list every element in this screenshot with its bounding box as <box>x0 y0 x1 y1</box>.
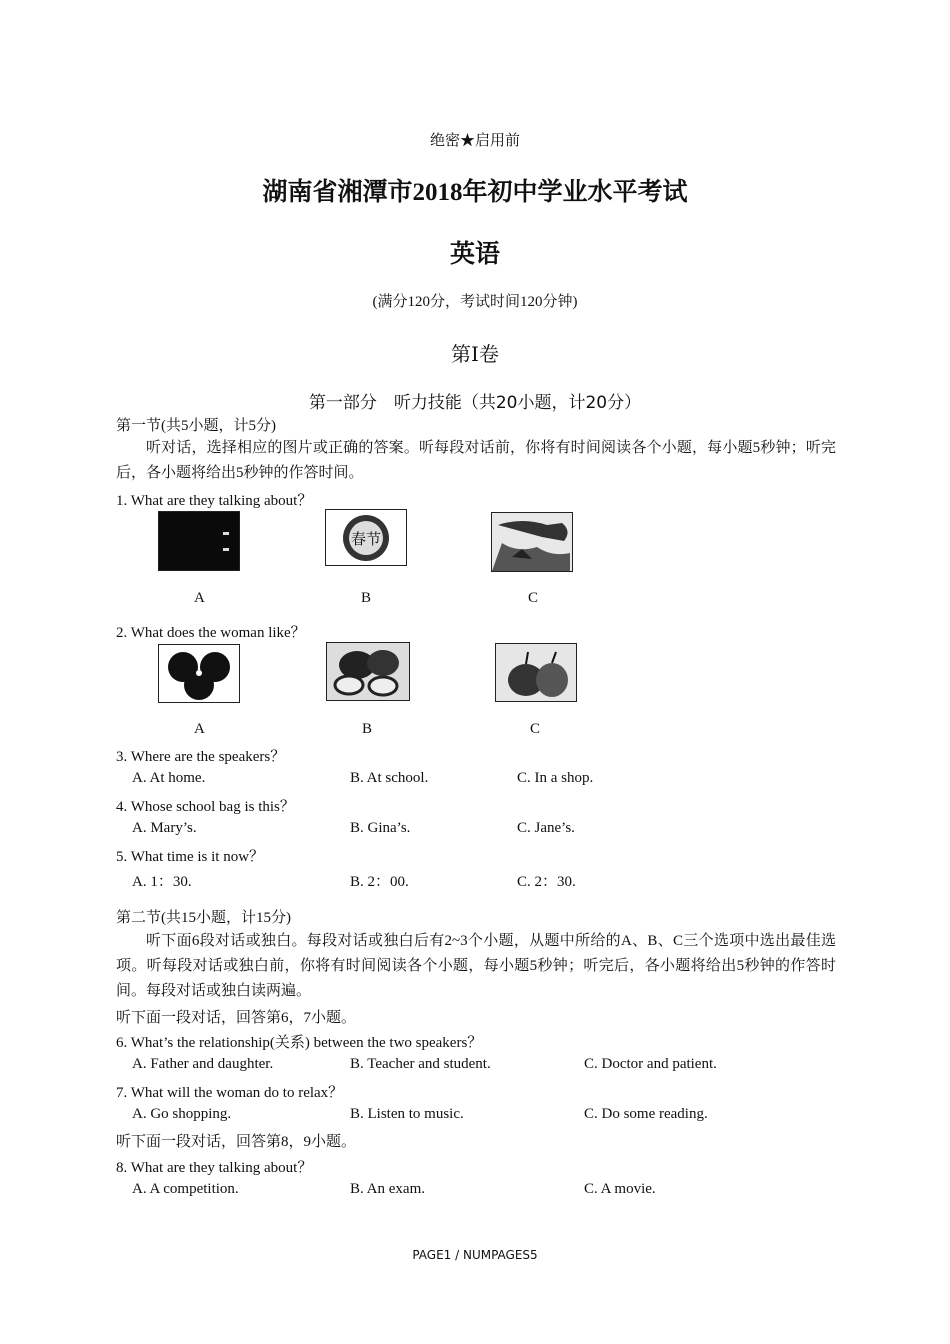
page-number: PAGE1 / NUMPAGES5 <box>412 1248 538 1262</box>
question-4: 4. Whose school bag is this？ <box>116 799 295 815</box>
dialog-1-instruction: 听下面一段对话，回答第6，7小题。 <box>116 1010 357 1026</box>
svg-text:春节: 春节 <box>350 530 382 548</box>
q2-image-a <box>158 644 240 703</box>
section2-instructions: 听下面6段对话或独白。每段对话或独白后有2~3个小题，从题中所给的A、B、C三个选项中选出最佳选项。听每段对话或独白前，你将有时间阅读各个小题，每小题5秒钟；听完后，各小题将给出5秒钟的作答时间。每段对话或独白读两遍。 <box>116 933 836 999</box>
exam-info: (满分120分，考试时间120分钟) <box>372 294 578 310</box>
question-7: 7. What will the woman do to relax？ <box>116 1085 344 1101</box>
q5-option-c: C. 2：30. <box>517 874 576 890</box>
q7-option-b: B. Listen to music. <box>350 1106 464 1122</box>
q2-image-b <box>326 642 410 701</box>
part1-title: 第一部分 听力技能（共20小题，计20分） <box>308 393 642 413</box>
section2-title: 第二节(共15小题，计15分) <box>116 910 291 926</box>
subject-title: 英语 <box>449 241 500 268</box>
question-5: 5. What time is it now？ <box>116 849 265 865</box>
q1-image-b <box>325 509 407 566</box>
q8-option-b: B. An exam. <box>350 1181 425 1197</box>
q1-image-a <box>158 511 240 571</box>
question-1: 1. What are they talking about？ <box>116 493 313 509</box>
q3-option-b: B. At school. <box>350 770 429 786</box>
confidential-mark: 绝密★启用前 <box>429 133 520 149</box>
medal-icon <box>326 510 406 565</box>
question-2: 2. What does the woman like？ <box>116 625 306 641</box>
q3-option-c: C. In a shop. <box>517 770 594 786</box>
dialog-2-instruction: 听下面一段对话，回答第8，9小题。 <box>116 1134 357 1150</box>
q6-option-a: A. Father and daughter. <box>132 1056 274 1072</box>
exam-title: 湖南省湘潭市2018年初中学业水平考试 <box>262 179 688 206</box>
question-3: 3. Where are the speakers？ <box>116 749 286 765</box>
q7-option-a: A. Go shopping. <box>132 1106 232 1122</box>
oranges-icon <box>327 643 409 700</box>
q2-label-a: A <box>194 721 205 737</box>
question-8: 8. What are they talking about？ <box>116 1160 313 1176</box>
q2-label-b: B <box>362 721 373 737</box>
q8-option-c: C. A movie. <box>584 1181 656 1197</box>
scene-icon <box>492 513 572 571</box>
q1-image-c <box>491 512 573 572</box>
q8-option-a: A. A competition. <box>132 1181 239 1197</box>
question-6: 6. What’s the relationship(关系) between the two speakers？ <box>116 1035 483 1051</box>
q5-option-b: B. 2：00. <box>350 874 409 890</box>
pears-icon <box>496 644 576 701</box>
q4-option-c: C. Jane’s. <box>517 820 575 836</box>
q1-label-a: A <box>194 590 205 606</box>
q6-option-c: C. Doctor and patient. <box>584 1056 717 1072</box>
section1-title: 第一节(共5小题，计5分) <box>116 418 276 434</box>
q6-option-b: B. Teacher and student. <box>350 1056 491 1072</box>
section1-instructions: 听对话，选择相应的图片或正确的答案。听每段对话前，你将有时间阅读各个小题，每小题5秒钟；听完后，各小题将给出5秒钟的作答时间。 <box>116 440 836 481</box>
volume-title: 第Ⅰ卷 <box>451 344 499 366</box>
q3-option-a: A. At home. <box>132 770 206 786</box>
q4-option-b: B. Gina’s. <box>350 820 411 836</box>
q1-label-c: C <box>528 590 539 606</box>
q2-label-c: C <box>530 721 541 737</box>
q4-option-a: A. Mary’s. <box>132 820 197 836</box>
q7-option-c: C. Do some reading. <box>584 1106 708 1122</box>
q2-image-c <box>495 643 577 702</box>
q1-label-b: B <box>361 590 372 606</box>
q5-option-a: A. 1：30. <box>132 874 192 890</box>
cherries-icon <box>159 645 239 702</box>
